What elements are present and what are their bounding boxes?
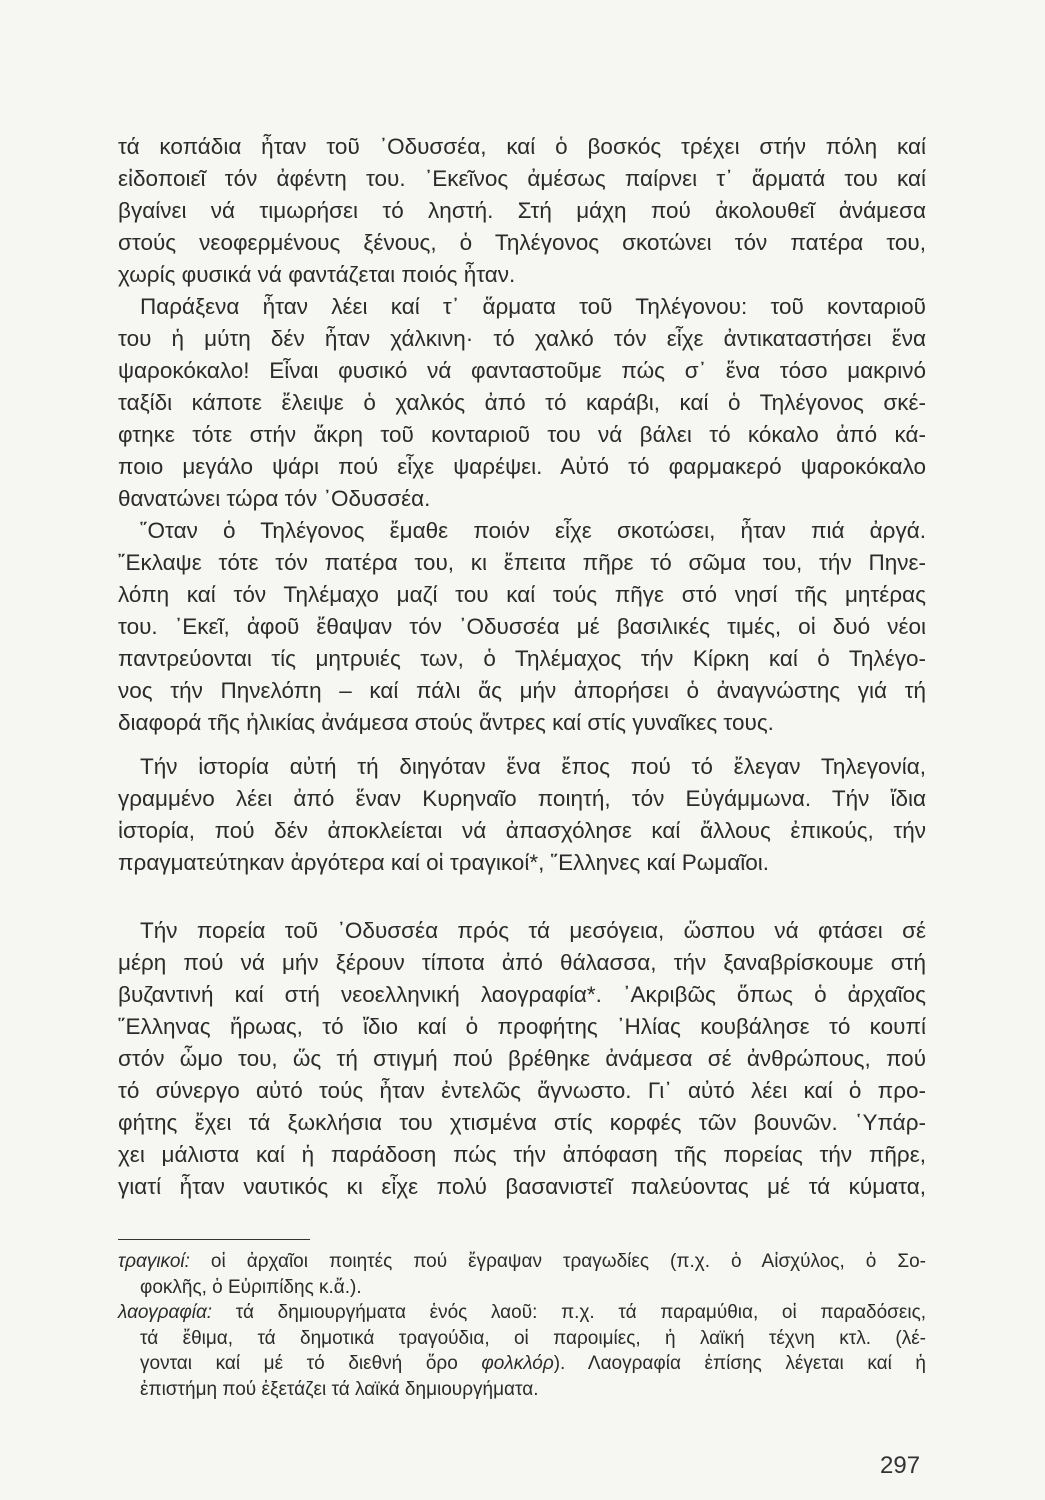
text-line: ποιο μεγάλο ψάρι πού εἶχε ψαρέψει. Αὐτό τό φαρμακερό ψαροκόκαλο (118, 454, 926, 479)
footnote-line: φοκλῆς, ὁ Εὐριπίδης κ.ἄ.). (140, 1276, 362, 1298)
footnote-text: οἱ ἀρχαῖοι ποιητές πού ἔγραψαν τραγωδίες (π.χ. ὁ Αἰσχύλος, ὁ Σο- (189, 1251, 926, 1272)
text-line: ταξίδι κάποτε ἔλειψε ὁ χαλκός ἀπό τό καράβι, καί ὁ Τηλέγονος σκέ- (118, 390, 926, 415)
text-line: τά κοπάδια ἦταν τοῦ ᾿Οδυσσέα, καί ὁ βοσκός τρέχει στήν πόλη καί (118, 134, 926, 159)
text-line: του ἡ μύτη δέν ἦταν χάλκινη· τό χαλκό τόν εἶχε ἀντικαταστήσει ἕνα (118, 326, 926, 351)
text-line: λόπη καί τόν Τηλέμαχο μαζί του καί τούς πῆγε στό νησί τῆς μητέρας (118, 582, 926, 607)
footnote-divider (118, 1239, 310, 1240)
footnote-line: ἐπιστήμη πού ἐξετάζει τά λαϊκά δημιουργήματα. (140, 1378, 539, 1400)
text-line: βυζαντινή καί στή νεοελληνική λαογραφία*. ᾿Ακριβῶς ὅπως ὁ ἀρχαῖος (118, 982, 926, 1007)
text-line: Παράξενα ἦταν λέει καί τ᾿ ἅρματα τοῦ Τηλέγονου: τοῦ κονταριοῦ (140, 294, 926, 319)
text-line: γραμμένο λέει ἀπό ἕναν Κυρηναῖο ποιητή, τόν Εὐγάμμωνα. Τήν ἴδια (118, 786, 926, 811)
text-line: γιατί ἦταν ναυτικός κι εἶχε πολύ βασανιστεῖ παλεύοντας μέ τά κύματα, (118, 1174, 926, 1199)
footnote-line: τά ἔθιμα, τά δημοτικά τραγούδια, οἱ παροιμίες, ἡ λαϊκή τέχνη κτλ. (λέ- (140, 1327, 926, 1349)
text-line: ῞Ελληνας ἥρωας, τό ἴδιο καί ὁ προφήτης ᾿Ηλίας κουβάλησε τό κουπί (118, 1014, 926, 1039)
text-line: Τήν πορεία τοῦ ᾿Οδυσσέα πρός τά μεσόγεια, ὥσπου νά φτάσει σέ (140, 918, 926, 943)
text-line: χει μάλιστα καί ἡ παράδοση πώς τήν ἀπόφαση τῆς πορείας τήν πῆρε, (118, 1142, 926, 1167)
text-line: πραγματεύτηκαν ἀργότερα καί οἱ τραγικοί*, ῞Ελληνες καί Ρωμαῖοι. (118, 850, 770, 875)
footnote-text: τά δημιουργήματα ἑνός λαοῦ: π.χ. τά παραμύθια, οἱ παραδόσεις, (212, 1302, 926, 1323)
text-line: Τήν ἱστορία αὐτή τή διηγόταν ἕνα ἔπος πού τό ἔλεγαν Τηλεγονία, (140, 754, 926, 779)
footnote-term: λαογραφία: (118, 1302, 213, 1323)
text-line: ῞Οταν ὁ Τηλέγονος ἔμαθε ποιόν εἶχε σκοτώσει, ἦταν πιά ἀργά. (140, 518, 926, 543)
footnote-italic-term: φολκλόρ (481, 1353, 554, 1374)
text-line: νος τήν Πηνελόπη – καί πάλι ἄς μήν ἀπορήσει ὁ ἀναγνώστης γιά τή (118, 678, 926, 703)
footnote-term: τραγικοί: (118, 1251, 190, 1272)
text-line: τό σύνεργο αὐτό τούς ἦταν ἐντελῶς ἄγνωστο. Γι᾿ αὐτό λέει καί ὁ προ- (118, 1078, 926, 1103)
text-line: φτηκε τότε στήν ἄκρη τοῦ κονταριοῦ του νά βάλει τό κόκαλο ἀπό κά- (118, 422, 926, 447)
text-line: μέρη πού νά μήν ξέρουν τίποτα ἀπό θάλασσα, τήν ξαναβρίσκουμε στή (118, 950, 926, 975)
footnote-line (118, 1300, 926, 1326)
footnote-text: γονται καί μέ τό διεθνή ὅρο (140, 1353, 482, 1374)
page-number: 297 (880, 1452, 921, 1479)
text-line: φήτης ἔχει τά ξωκλήσια του χτισμένα στίς κορφές τῶν βουνῶν. ῾Υπάρ- (118, 1110, 926, 1135)
text-line: παντρεύονται τίς μητρυιές των, ὁ Τηλέμαχος τήν Κίρκη καί ὁ Τηλέγο- (118, 646, 926, 671)
footnote-line (118, 1249, 926, 1275)
text-line: διαφορά τῆς ἡλικίας ἀνάμεσα στούς ἄντρες καί στίς γυναῖκες τους. (118, 710, 774, 735)
text-line: χωρίς φυσικά νά φαντάζεται ποιός ἦταν. (118, 262, 516, 287)
footnote-text: ). Λαογραφία ἐπίσης λέγεται καί ἡ (553, 1353, 926, 1374)
footnotes (118, 1249, 926, 1402)
text-line: στούς νεοφερμένους ξένους, ὁ Τηλέγονος σκοτώνει τόν πατέρα του, (118, 230, 926, 255)
text-line: ψαροκόκαλο! Εἶναι φυσικό νά φανταστοῦμε πώς σ᾿ ἕνα τόσο μακρινό (118, 358, 926, 383)
text-line: του. ᾿Εκεῖ, ἀφοῦ ἔθαψαν τόν ᾿Οδυσσέα μέ βασιλικές τιμές, οἱ δυό νέοι (118, 614, 926, 639)
footnote-line (118, 1351, 926, 1377)
text-line: βγαίνει νά τιμωρήσει τό ληστή. Στή μάχη πού ἀκολουθεῖ ἀνάμεσα (118, 198, 926, 223)
text-line: ἱστορία, πού δέν ἀποκλείεται νά ἀπασχόλησε καί ἄλλους ἐπικούς, τήν (118, 818, 926, 843)
main-text (118, 131, 926, 1203)
text-line: θανατώνει τώρα τόν ᾿Οδυσσέα. (118, 486, 431, 511)
text-line: εἰδοποιεῖ τόν ἀφέντη του. ᾿Εκεῖνος ἀμέσως παίρνει τ᾿ ἅρματά του καί (118, 166, 926, 191)
text-line: ῎Εκλαψε τότε τόν πατέρα του, κι ἔπειτα πῆρε τό σῶμα του, τήν Πηνε- (118, 550, 926, 575)
text-line: στόν ὦμο του, ὥς τή στιγμή πού βρέθηκε ἀνάμεσα σέ ἀνθρώπους, πού (118, 1046, 926, 1071)
